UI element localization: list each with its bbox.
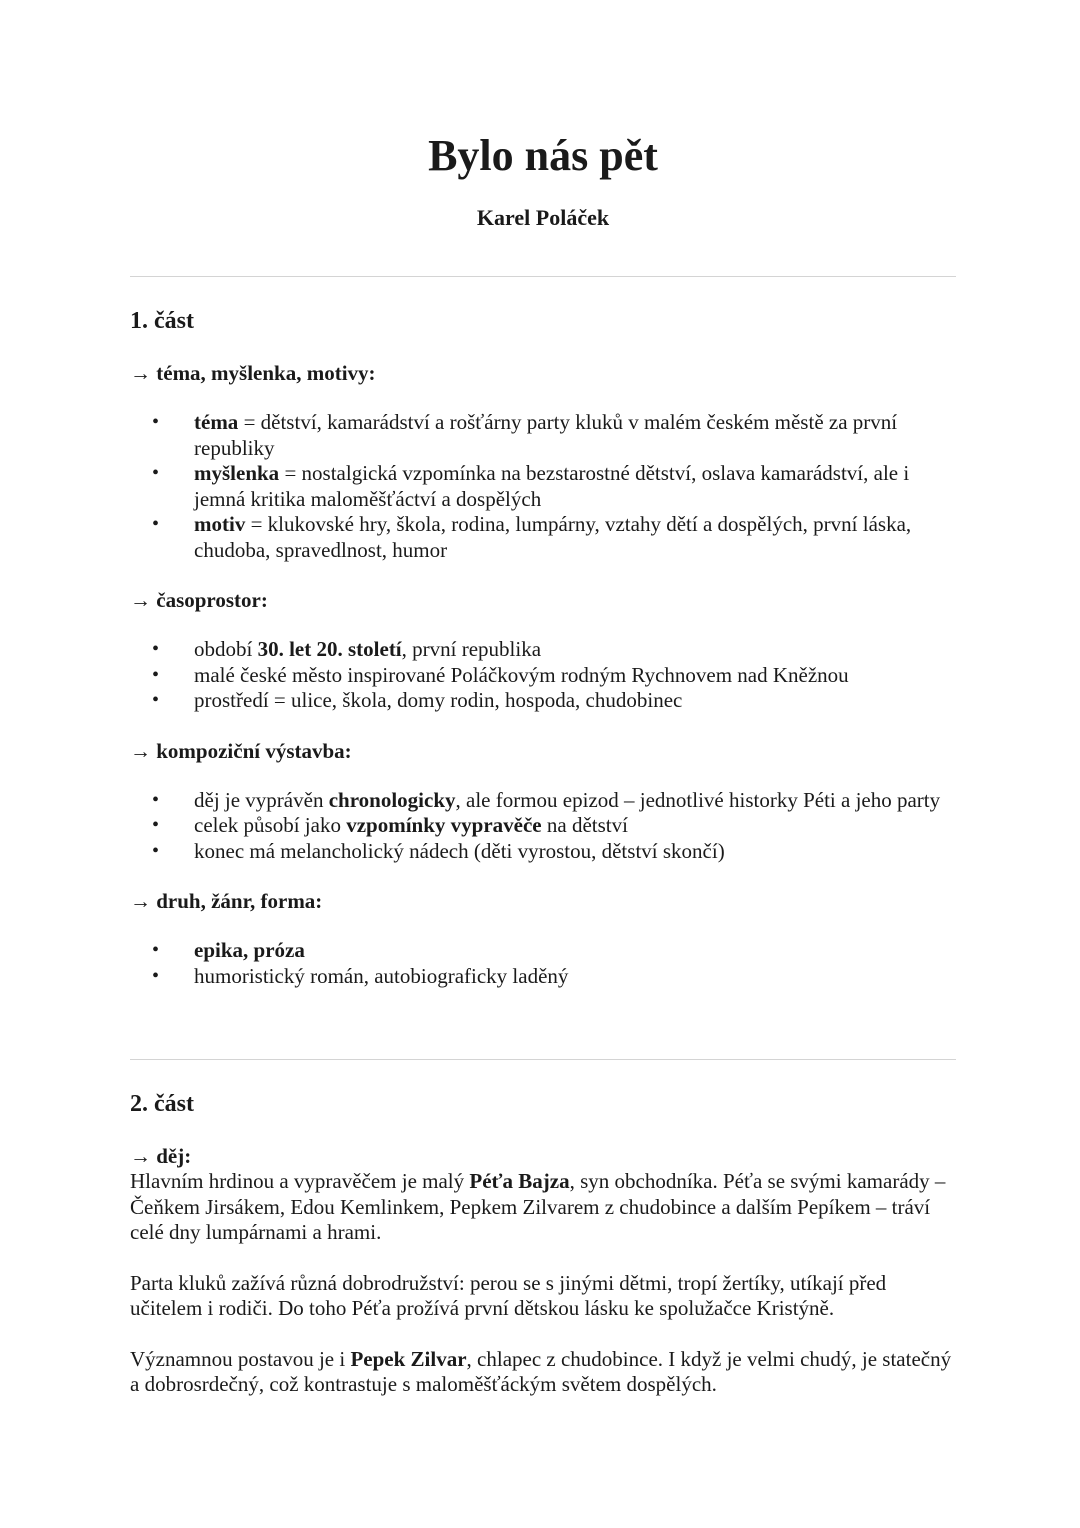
term-label: myšlenka	[194, 461, 280, 485]
paragraph-text: , syn obchodníka. Péťa se svými kamarády – Čeňkem Jirsákem, Edou Kemlinkem, Pepkem Zilvarem z chudobince a dalším Pepíkem – tráví celé dny lumpárnami a hrami.	[130, 1169, 946, 1244]
item-text: konec má melancholický nádech (děti vyrostou, dětství skončí)	[194, 838, 725, 863]
item-emphasis: chronologicky	[328, 787, 456, 812]
bullet-icon: •	[152, 513, 160, 535]
list-item	[130, 410, 956, 461]
item-emphasis: epika, próza	[194, 938, 305, 962]
bullet-icon: •	[152, 814, 160, 836]
genre-heading: → druh, žánr, forma:	[130, 889, 323, 913]
bullet-icon: •	[152, 964, 160, 987]
bullet-icon: •	[152, 411, 160, 433]
item-text: na dětství	[541, 813, 628, 837]
composition-list	[130, 788, 956, 865]
list-item	[130, 461, 956, 512]
bullet-icon: •	[152, 462, 160, 484]
item-emphasis: vzpomínky vypravěče	[346, 813, 542, 837]
part1-heading: 1. část	[130, 308, 194, 334]
paragraph-text: Významnou postavou je i	[130, 1346, 351, 1371]
plot-heading: → děj:	[130, 1144, 192, 1168]
item-text: období	[194, 637, 258, 661]
term-description: = dětství, kamarádství a rošťárny party kluků v malém českém městě za první republiky	[194, 410, 898, 460]
list-item	[130, 938, 956, 964]
bullet-icon: •	[152, 689, 160, 711]
character-name: Péťa Bajza	[469, 1169, 570, 1193]
list-item	[130, 964, 956, 990]
setting-list	[130, 637, 956, 714]
list-item	[130, 637, 956, 663]
bullet-icon: •	[152, 788, 160, 811]
document-title: Bylo nás pět	[428, 131, 658, 180]
paragraph-text: Hlavním hrdinou a vypravěčem je malý	[130, 1169, 470, 1193]
list-item	[130, 663, 956, 689]
part2-section	[130, 1089, 956, 1398]
plot-paragraph	[130, 1347, 956, 1398]
genre-list	[130, 938, 956, 989]
item-text: , ale formou epizod – jednotlivé historky Péti a jeho party	[455, 787, 941, 812]
part2-heading: 2. část	[130, 1091, 194, 1117]
bullet-icon: •	[152, 939, 160, 961]
term-label: motiv	[194, 512, 246, 536]
item-text: prostředí = ulice, škola, domy rodin, hospoda, chudobinec	[194, 688, 683, 712]
item-emphasis: 30. let 20. století	[257, 637, 402, 661]
character-name: Pepek Zilvar	[350, 1346, 467, 1371]
list-item	[130, 839, 956, 865]
composition-heading: → kompoziční výstavba:	[130, 738, 352, 763]
paragraph-text: , chlapec z chudobince. I když je velmi chudý, je statečný a dobrosrdečný, což kontrastuje s maloměšťáckým světem dospělých.	[130, 1346, 952, 1396]
setting-heading: → časoprostor:	[130, 588, 268, 612]
bullet-icon: •	[152, 638, 160, 660]
theme-list	[130, 410, 956, 563]
theme-heading: → téma, myšlenka, motivy:	[130, 361, 376, 385]
horizontal-divider	[130, 276, 956, 277]
list-item	[130, 688, 956, 714]
bullet-icon: •	[152, 663, 160, 686]
plot-paragraph: Parta kluků zažívá různá dobrodružství: perou se s jinými dětmi, tropí žertíky, utíkají před učitelem i rodiči. Do toho Péťa prožívá první dětskou lásku ke spolužačce Kristýně.	[130, 1270, 887, 1320]
item-text: děj je vyprávěn	[194, 787, 329, 812]
item-text: celek působí jako	[194, 813, 347, 837]
list-item	[130, 788, 956, 814]
item-text: humoristický román, autobiograficky laděný	[194, 963, 569, 988]
term-description: = klukovské hry, škola, rodina, lumpárny, vztahy dětí a dospělých, první láska, chudoba, spravedlnost, humor	[194, 512, 912, 562]
list-item	[130, 512, 956, 563]
term-description: = nostalgická vzpomínka na bezstarostné dětství, oslava kamarádství, ale i jemná kritika maloměšťáctví a dospělých	[194, 461, 910, 511]
item-text: , první republika	[401, 637, 542, 661]
term-label: téma	[194, 410, 239, 434]
horizontal-divider	[130, 1059, 956, 1060]
bullet-icon: •	[152, 839, 160, 862]
plot-paragraph	[130, 1169, 956, 1246]
part1-section	[130, 306, 956, 989]
list-item	[130, 813, 956, 839]
document-author: Karel Poláček	[476, 205, 610, 230]
item-text: malé české město inspirované Poláčkovým rodným Rychnovem nad Kněžnou	[194, 662, 849, 687]
